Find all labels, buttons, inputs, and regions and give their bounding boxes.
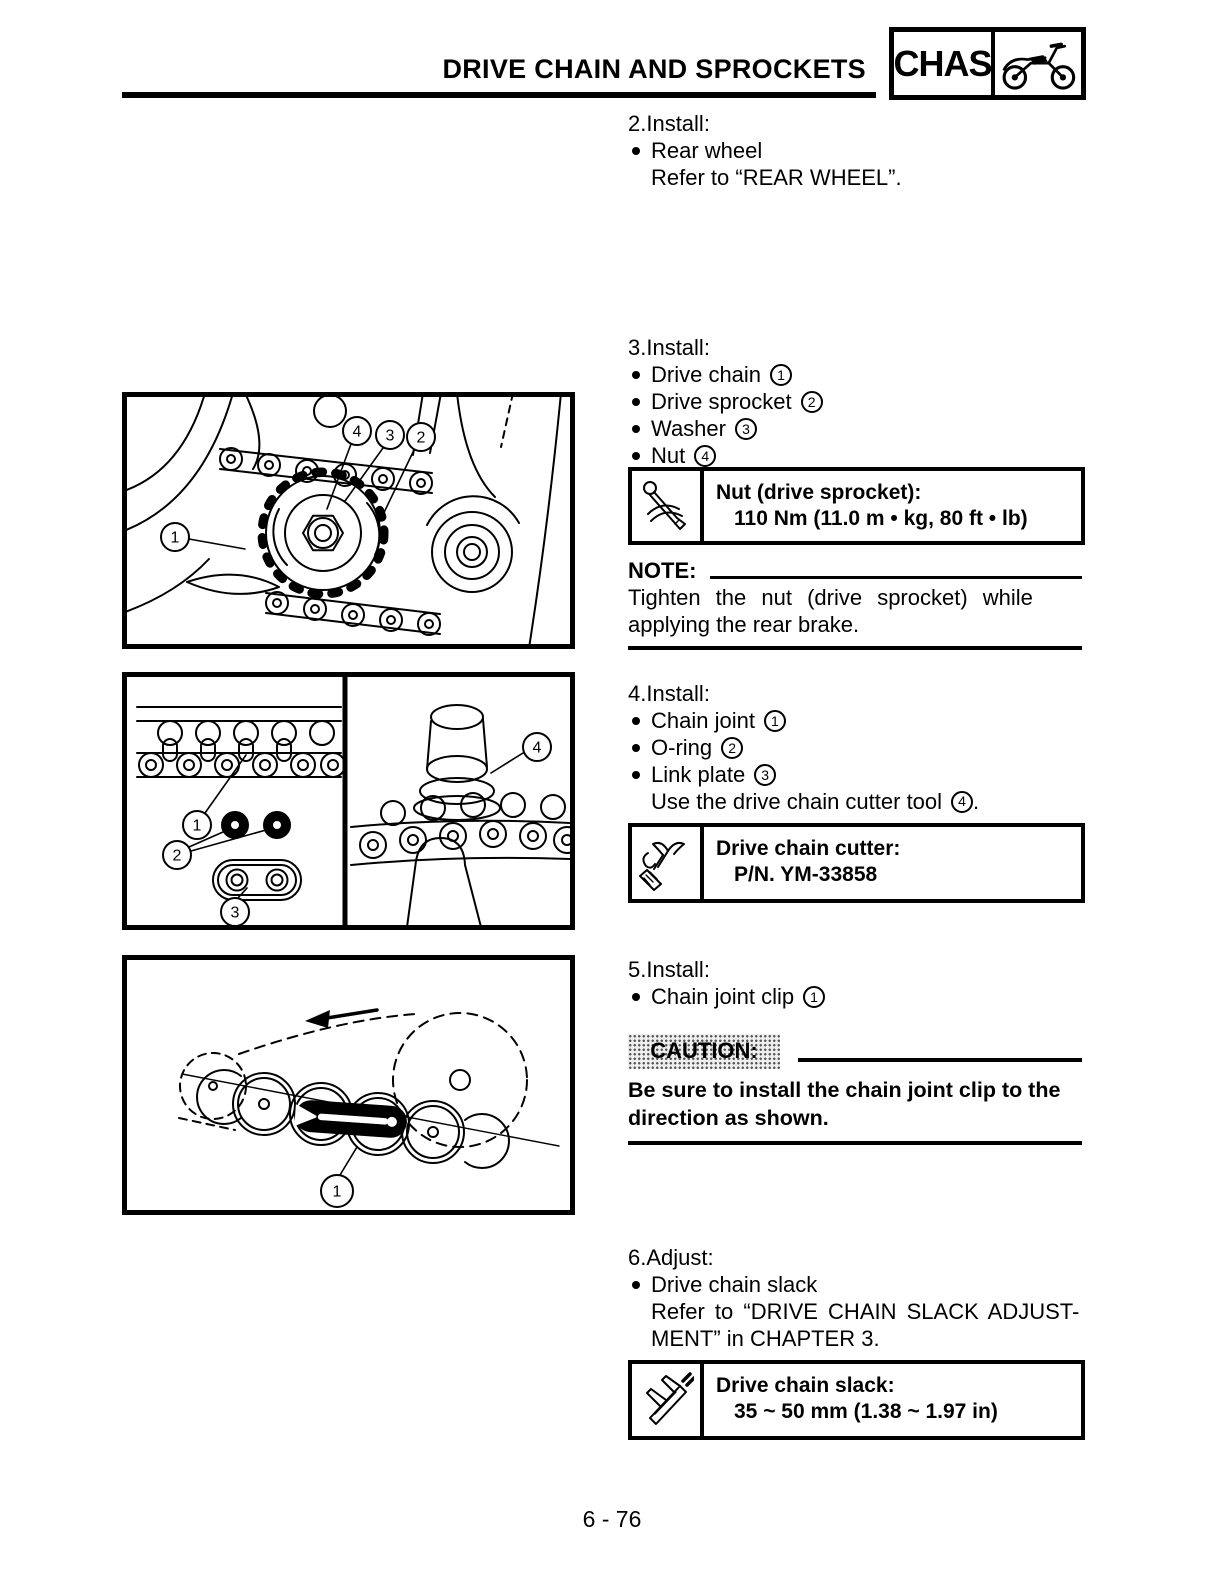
list-item	[628, 761, 1082, 788]
bullet-dot	[632, 371, 640, 379]
circled-number: 2	[721, 737, 743, 759]
figure-callouts	[321, 1175, 353, 1207]
step-heading: 2.Install:	[628, 111, 710, 136]
caution-rule	[798, 1058, 1082, 1062]
figure-callout: 3	[385, 427, 395, 445]
step-6-adjust	[628, 1244, 1082, 1352]
step-4-install	[628, 680, 1082, 815]
title-rule	[122, 92, 876, 98]
list-item	[628, 1271, 1082, 1298]
spec-title: Nut (drive sprocket):	[716, 481, 922, 504]
note-rule	[710, 576, 1082, 579]
page-number: 6 - 76	[582, 1506, 642, 1532]
step-heading: 6.Adjust:	[628, 1245, 714, 1270]
figure-callout: 4	[532, 739, 542, 757]
circled-number: 3	[754, 764, 776, 786]
list-item-label: Drive chain slack	[651, 1271, 818, 1297]
special-tool-box	[628, 823, 1085, 903]
note-section	[628, 557, 1082, 650]
figure-callout: 3	[230, 904, 240, 922]
torque-spec-box	[628, 467, 1085, 545]
list-item	[628, 361, 1082, 388]
list-item-label: Drive sprocket	[651, 388, 792, 414]
list-item	[628, 388, 1082, 415]
list-item	[628, 734, 1082, 761]
step-heading: 4.Install:	[628, 681, 710, 706]
list-item-label: Chain joint clip	[651, 983, 795, 1009]
figure-callout: 1	[170, 529, 180, 547]
spec-value: 35 ~ 50 mm (1.38 ~ 1.97 in)	[734, 1400, 998, 1423]
spec-value: P/N. YM-33858	[734, 863, 878, 886]
list-item-label: Drive chain	[651, 361, 762, 387]
figure-clip-direction	[122, 955, 575, 1215]
bullet-dot	[632, 993, 640, 1001]
circled-number: 4	[951, 791, 973, 813]
caution-text: direction as shown.	[628, 1106, 829, 1130]
figure-drive-sprocket	[122, 392, 575, 649]
caution-label: CAUTION:	[628, 1034, 780, 1069]
step-2-install	[628, 110, 1082, 191]
step-heading: 5.Install:	[628, 957, 710, 982]
list-item	[628, 707, 1082, 734]
spec-title: Drive chain cutter:	[716, 837, 901, 860]
circled-number: 1	[770, 364, 792, 386]
bullet-dot	[632, 771, 640, 779]
spec-title: Drive chain slack:	[716, 1374, 895, 1397]
chapter-tab	[889, 27, 1086, 100]
figure-callout: 1	[332, 1183, 342, 1201]
circled-number: 2	[801, 391, 823, 413]
list-item-label: Link plate	[651, 761, 746, 787]
slack-spec-box	[628, 1360, 1085, 1440]
figure-callout: 4	[352, 423, 362, 441]
tool-instruction-period: .	[973, 789, 980, 814]
list-item-label: O-ring	[651, 734, 713, 760]
note-text: Tighten the nut (drive sprocket) while	[628, 585, 1033, 610]
list-item-label: Nut	[651, 442, 686, 468]
bullet-dot	[632, 1281, 640, 1289]
circled-number: 3	[735, 418, 757, 440]
chapter-code: CHAS	[894, 32, 995, 95]
bullet-dot	[632, 425, 640, 433]
page-title: DRIVE CHAIN AND SPROCKETS	[442, 54, 866, 84]
caution-text: Be sure to install the chain joint clip to the	[628, 1078, 1061, 1102]
list-item	[628, 442, 1082, 469]
list-item-label: Washer	[651, 415, 726, 441]
caution-section	[628, 1034, 1082, 1145]
refer-note: Refer to “DRIVE CHAIN SLACK ADJUST-	[651, 1299, 1080, 1324]
refer-note: MENT” in CHAPTER 3.	[651, 1326, 880, 1351]
bullet-dot	[632, 147, 640, 155]
circled-number: 4	[694, 445, 716, 467]
spec-value: 110 Nm (11.0 m • kg, 80 ft • lb)	[734, 507, 1028, 530]
step-3-install	[628, 334, 1082, 469]
note-label: NOTE:	[628, 558, 697, 583]
list-item-label: Rear wheel	[651, 137, 763, 163]
figure-chain-joint-and-cutter	[122, 672, 575, 930]
step-heading: 3.Install:	[628, 335, 710, 360]
section-end-rule	[628, 1141, 1082, 1145]
list-item	[628, 983, 1082, 1010]
chain-cutter-icon	[632, 827, 704, 899]
step-5-install	[628, 956, 1082, 1010]
section-end-rule	[628, 646, 1082, 650]
note-text: applying the rear brake.	[628, 612, 860, 637]
circled-number: 1	[803, 986, 825, 1008]
tool-instruction-text: Use the drive chain cutter tool	[651, 789, 943, 814]
bullet-dot	[632, 398, 640, 406]
figure-callout: 1	[192, 817, 202, 835]
refer-note: Refer to “REAR WHEEL”.	[651, 165, 902, 190]
tool-instruction	[628, 788, 1082, 815]
circled-number: 1	[764, 710, 786, 732]
motorcycle-icon	[995, 32, 1081, 95]
figure-callout: 2	[416, 429, 426, 447]
list-item	[628, 137, 1082, 164]
bullet-dot	[632, 452, 640, 460]
list-item-label: Chain joint	[651, 707, 755, 733]
bullet-dot	[632, 717, 640, 725]
figure-callout: 2	[172, 847, 182, 865]
torque-wrench-icon	[632, 471, 704, 541]
vernier-caliper-icon	[632, 1364, 704, 1436]
list-item	[628, 415, 1082, 442]
bullet-dot	[632, 744, 640, 752]
